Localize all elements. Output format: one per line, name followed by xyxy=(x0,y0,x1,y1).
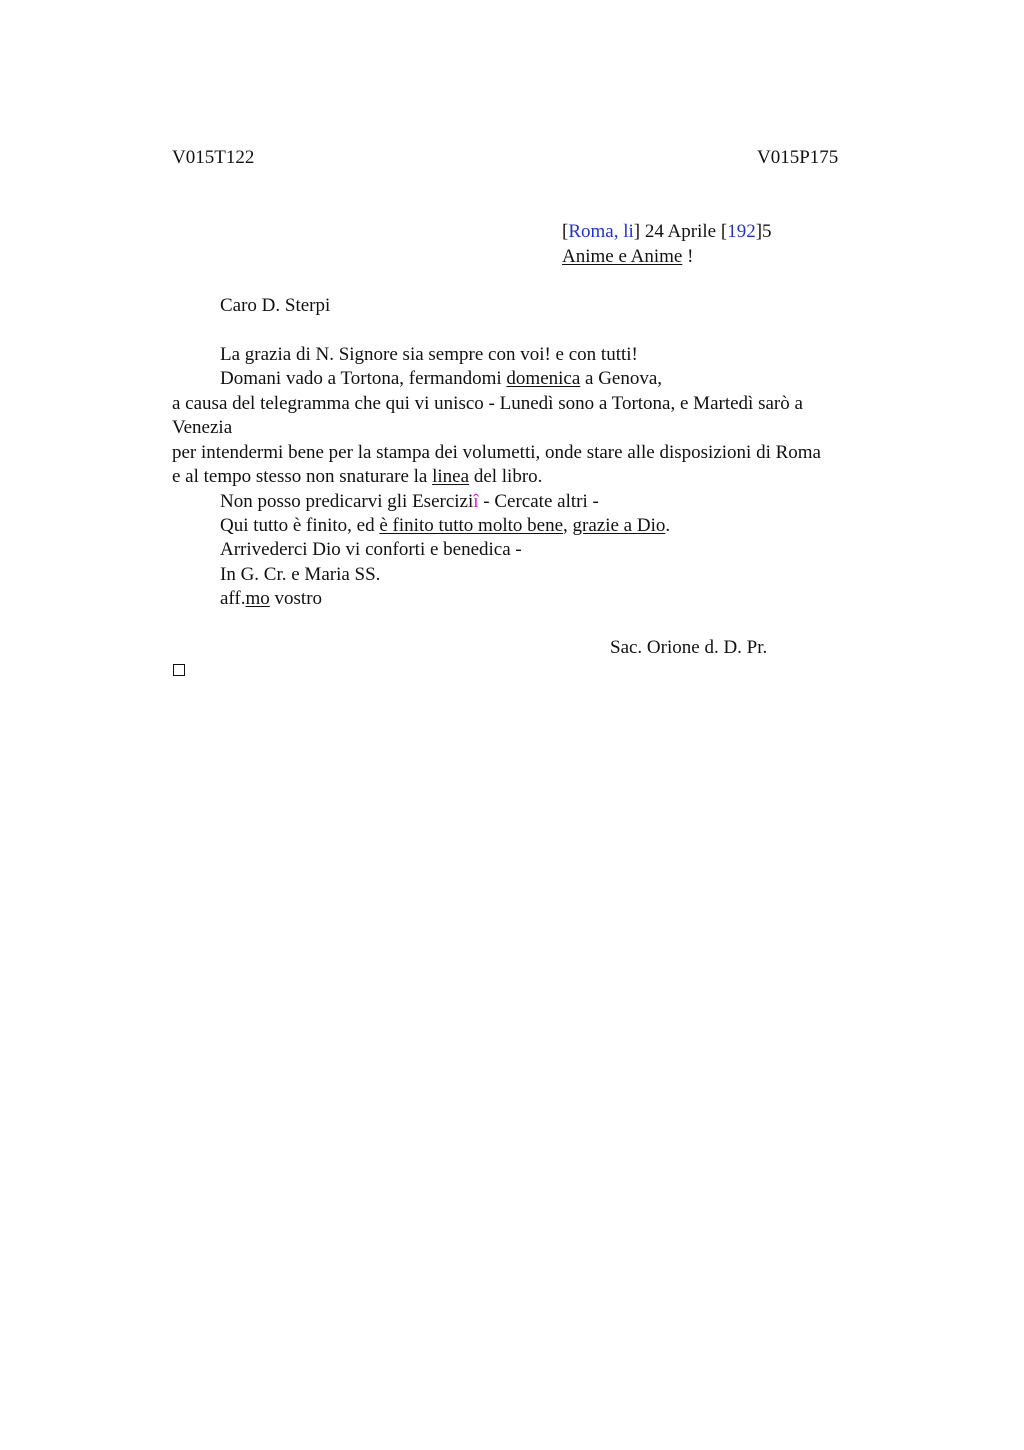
body-line: aff.mo vostro xyxy=(220,588,323,609)
motto-text: Anime e Anime xyxy=(562,246,683,267)
salutation: Caro D. Sterpi xyxy=(220,295,331,316)
body-line: Venezia xyxy=(172,417,233,438)
body-line: La grazia di N. Signore sia sempre con voi! e con tutti! xyxy=(220,344,638,365)
uncertain-reading-mark: î xyxy=(473,491,479,512)
empty-checkbox-icon xyxy=(173,664,185,676)
body-line: e al tempo stesso non snaturare la linea del libro. xyxy=(172,466,543,487)
body-line: In G. Cr. e Maria SS. xyxy=(220,564,381,585)
body-line: Qui tutto è finito, ed è finito tutto molto bene, grazie a Dio. xyxy=(220,515,671,536)
document-code-left: V015T122 xyxy=(172,147,255,168)
body-line: Domani vado a Tortona, fermandomi domenica a Genova, xyxy=(220,368,663,389)
dateline xyxy=(562,220,772,245)
motto-suffix: ! xyxy=(682,246,694,267)
dateline-place: Roma, li xyxy=(568,221,634,242)
dateline-year-suffix: 5 xyxy=(762,221,772,242)
signature: Sac. Orione d. D. Pr. xyxy=(610,637,768,658)
dateline-bracket: [ xyxy=(720,221,728,242)
body-line: a causa del telegramma che qui vi unisco - Lunedì sono a Tortona, e Martedì sarò a xyxy=(172,393,803,414)
body-line: Non posso predicarvi gli Eserciziî - Cercate altri - xyxy=(220,491,599,512)
dateline-bracket: ] xyxy=(633,221,641,242)
underlined-phrase: è finito tutto molto bene xyxy=(379,515,564,536)
dateline-bracket: [ xyxy=(562,221,569,242)
motto xyxy=(562,245,693,270)
dateline-year-prefix: 192 xyxy=(727,221,756,242)
body-line: per intendermi bene per la stampa dei volumetti, onde stare alle disposizioni di Roma xyxy=(172,442,821,463)
dateline-day-month: 24 Aprile xyxy=(640,221,721,242)
document-code-right: V015P175 xyxy=(757,147,839,168)
underlined-phrase: grazie a Dio xyxy=(572,515,666,536)
underlined-word: domenica xyxy=(506,368,581,389)
body-line: Arrivederci Dio vi conforti e benedica - xyxy=(220,539,522,560)
underlined-abbreviation: mo xyxy=(245,588,270,609)
dateline-bracket: ] xyxy=(755,221,763,242)
underlined-word: linea xyxy=(432,466,470,487)
